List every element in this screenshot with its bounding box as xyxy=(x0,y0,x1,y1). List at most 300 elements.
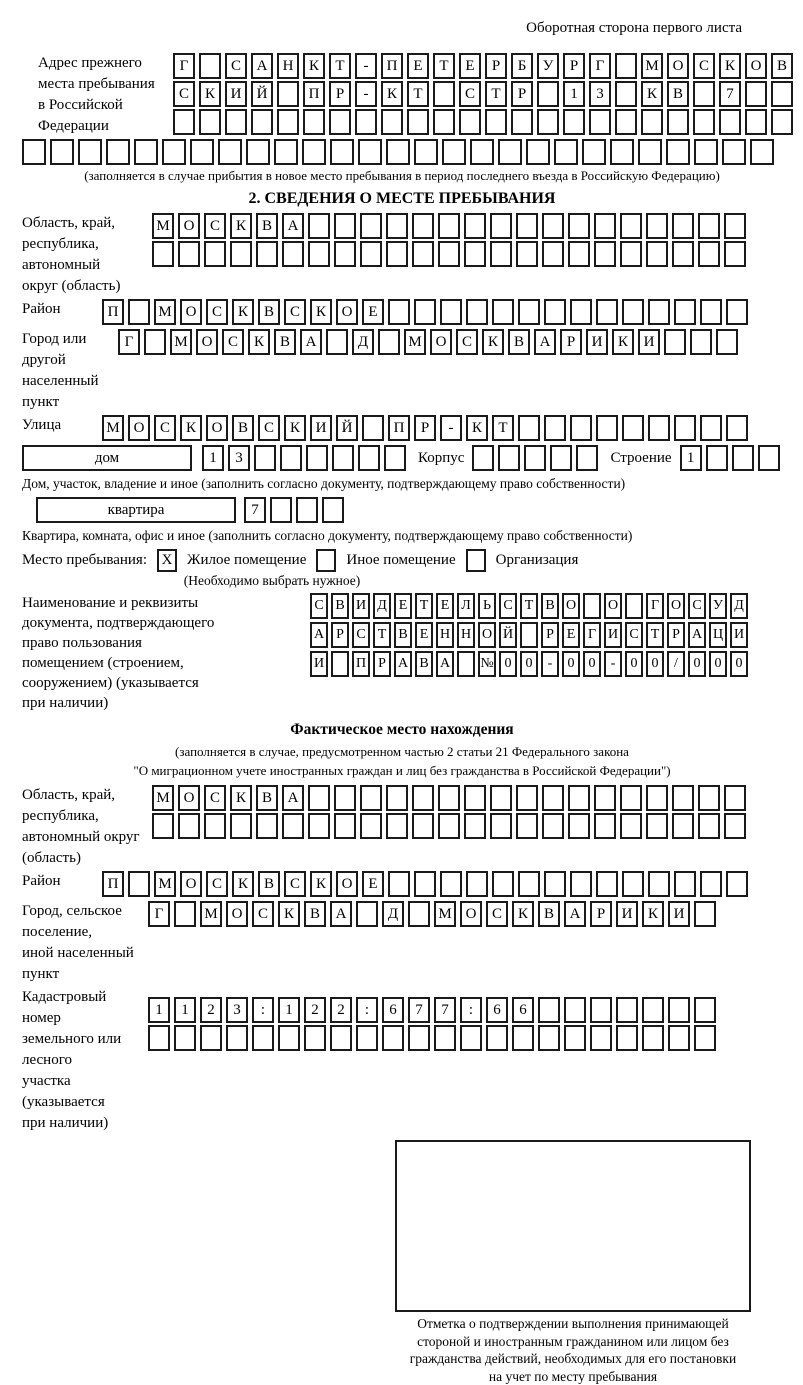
char-row-region-actual-1 xyxy=(152,785,750,811)
char-box xyxy=(440,299,462,325)
label-line: места пребывания xyxy=(22,74,173,95)
char-box: П xyxy=(303,81,325,107)
char-box: И xyxy=(604,622,622,648)
char-box: Р xyxy=(414,415,436,441)
char-box xyxy=(706,445,728,471)
char-box: В xyxy=(256,213,278,239)
char-box: О xyxy=(604,593,622,619)
field-district-actual xyxy=(22,871,782,899)
field-street xyxy=(22,415,782,443)
char-box: М xyxy=(200,901,222,927)
char-box xyxy=(148,1025,170,1051)
char-box: П xyxy=(381,53,403,79)
char-row-cadastral-2 xyxy=(148,1025,720,1051)
label-line: право пользования xyxy=(22,633,310,653)
checkbox-other-premises xyxy=(316,549,336,572)
char-box xyxy=(594,241,616,267)
char-box xyxy=(386,813,408,839)
char-box xyxy=(277,109,299,135)
char-box xyxy=(256,813,278,839)
char-box xyxy=(563,109,585,135)
char-box: 3 xyxy=(226,997,248,1023)
char-box: В xyxy=(232,415,254,441)
char-box xyxy=(622,299,644,325)
char-box xyxy=(698,785,720,811)
char-box xyxy=(516,241,538,267)
label-line: Адрес прежнего xyxy=(22,53,173,74)
char-box xyxy=(378,329,400,355)
char-box xyxy=(308,241,330,267)
char-box xyxy=(277,81,299,107)
char-box: В xyxy=(304,901,326,927)
char-box xyxy=(490,813,512,839)
char-box: С xyxy=(222,329,244,355)
char-box: 1 xyxy=(174,997,196,1023)
char-box xyxy=(646,785,668,811)
label-line: округ (область) xyxy=(22,276,152,297)
char-box xyxy=(666,139,690,165)
char-box xyxy=(590,997,612,1023)
field-previous-address xyxy=(22,53,782,137)
char-box: Л xyxy=(457,593,475,619)
stroenie-label: Строение xyxy=(610,445,671,473)
char-box xyxy=(589,109,611,135)
char-row-district xyxy=(102,299,752,325)
char-box xyxy=(538,1025,560,1051)
label-line: (область) xyxy=(22,848,152,869)
actual-location-title: Фактическое место нахождения xyxy=(22,721,782,739)
char-box xyxy=(668,1025,690,1051)
char-box: У xyxy=(709,593,727,619)
char-box: К xyxy=(719,53,741,79)
char-box xyxy=(408,901,430,927)
char-box: О xyxy=(336,871,358,897)
char-box: С xyxy=(499,593,517,619)
char-box: 6 xyxy=(512,997,534,1023)
char-box: О xyxy=(478,622,496,648)
char-box xyxy=(690,329,712,355)
char-box: О xyxy=(196,329,218,355)
char-box xyxy=(256,241,278,267)
page-header-note: Оборотная сторона первого листа xyxy=(22,20,782,37)
char-box xyxy=(668,997,690,1023)
char-box xyxy=(486,1025,508,1051)
char-box: С xyxy=(693,53,715,79)
char-box xyxy=(408,1025,430,1051)
char-box xyxy=(438,241,460,267)
cadastral-label xyxy=(22,987,148,1134)
char-box: С xyxy=(310,593,328,619)
house-label-box: дом xyxy=(22,445,192,471)
label-line: Город, сельское поселение, xyxy=(22,901,148,943)
char-box xyxy=(282,813,304,839)
char-box xyxy=(722,139,746,165)
char-box: Ь xyxy=(478,593,496,619)
document-label xyxy=(22,593,310,713)
char-box xyxy=(278,1025,300,1051)
char-box xyxy=(674,871,696,897)
char-box xyxy=(434,1025,456,1051)
char-box: Й xyxy=(499,622,517,648)
char-box: Е xyxy=(459,53,481,79)
char-box xyxy=(674,299,696,325)
char-box: 2 xyxy=(304,997,326,1023)
char-box xyxy=(646,241,668,267)
apartment-caption: Квартира, комната, офис и иное (заполнить согласно документу, подтверждающему право собственности) xyxy=(22,527,782,544)
char-box: К xyxy=(284,415,306,441)
label-line: Наименование и реквизиты xyxy=(22,593,310,613)
char-box xyxy=(308,785,330,811)
char-row-apartment xyxy=(244,497,348,523)
char-box: И xyxy=(586,329,608,355)
char-box: 0 xyxy=(499,651,517,677)
char-box: С xyxy=(625,622,643,648)
char-box: Г xyxy=(148,901,170,927)
char-box: 0 xyxy=(520,651,538,677)
char-box: 1 xyxy=(148,997,170,1023)
char-box xyxy=(332,445,354,471)
field-settlement-actual xyxy=(22,901,782,985)
char-box xyxy=(199,53,221,79)
region-label xyxy=(22,213,152,297)
char-box: : xyxy=(356,997,378,1023)
label-line: Город или другой xyxy=(22,329,118,371)
char-box xyxy=(694,901,716,927)
char-box xyxy=(440,871,462,897)
char-row-previous-address-3 xyxy=(173,109,797,135)
char-box xyxy=(200,1025,222,1051)
char-box xyxy=(174,1025,196,1051)
char-box xyxy=(230,813,252,839)
char-box xyxy=(308,213,330,239)
char-box xyxy=(331,651,349,677)
char-box: Й xyxy=(251,81,273,107)
char-box: Й xyxy=(336,415,358,441)
char-box xyxy=(358,445,380,471)
char-box: К xyxy=(230,213,252,239)
char-box: Т xyxy=(329,53,351,79)
char-box: К xyxy=(641,81,663,107)
label-line: при наличии) xyxy=(22,1113,148,1134)
char-box xyxy=(518,299,540,325)
char-box xyxy=(382,1025,404,1051)
char-box xyxy=(615,109,637,135)
char-box: С xyxy=(206,871,228,897)
char-box: М xyxy=(102,415,124,441)
label-line: автономный xyxy=(22,255,152,276)
char-box xyxy=(407,109,429,135)
char-box xyxy=(438,813,460,839)
char-box xyxy=(498,445,520,471)
label-line: автономный округ xyxy=(22,827,152,848)
settlement-label xyxy=(22,901,148,985)
char-box: 7 xyxy=(719,81,741,107)
char-box xyxy=(106,139,130,165)
char-box: О xyxy=(667,593,685,619)
char-box xyxy=(596,415,618,441)
char-box xyxy=(542,241,564,267)
char-box: 0 xyxy=(730,651,748,677)
char-box xyxy=(152,241,174,267)
char-box: 0 xyxy=(562,651,580,677)
label-line: Область, край, xyxy=(22,213,152,234)
char-box xyxy=(173,109,195,135)
char-box xyxy=(322,497,344,523)
char-row-region-actual-2 xyxy=(152,813,750,839)
char-box xyxy=(178,813,200,839)
char-box xyxy=(620,785,642,811)
char-box: Н xyxy=(436,622,454,648)
char-box: О xyxy=(178,213,200,239)
label-line: иной населенный пункт xyxy=(22,943,148,985)
district-actual-label: Район xyxy=(22,871,102,899)
char-box xyxy=(524,445,546,471)
char-box xyxy=(78,139,102,165)
char-box xyxy=(648,299,670,325)
char-box: Р xyxy=(563,53,585,79)
char-box: А xyxy=(251,53,273,79)
char-box xyxy=(596,871,618,897)
field-region-actual xyxy=(22,785,782,869)
char-row-street xyxy=(102,415,752,441)
label-line: Область, край, xyxy=(22,785,152,806)
option-label-organization: Организация xyxy=(496,552,579,569)
label-line: помещением (строением, xyxy=(22,653,310,673)
char-box: - xyxy=(355,81,377,107)
char-box xyxy=(492,871,514,897)
char-box: О xyxy=(180,299,202,325)
char-box: В xyxy=(394,622,412,648)
char-box: С xyxy=(352,622,370,648)
char-box: В xyxy=(415,651,433,677)
char-box xyxy=(270,497,292,523)
char-box: У xyxy=(537,53,559,79)
char-box: Р xyxy=(329,81,351,107)
char-box: В xyxy=(256,785,278,811)
char-box: С xyxy=(459,81,481,107)
char-box: Е xyxy=(407,53,429,79)
char-box xyxy=(490,213,512,239)
field-cadastral xyxy=(22,987,782,1134)
char-box xyxy=(152,813,174,839)
label-line: населенный пункт xyxy=(22,371,118,413)
char-box: 1 xyxy=(680,445,702,471)
char-box: С xyxy=(284,871,306,897)
char-box xyxy=(732,445,754,471)
char-box: А xyxy=(330,901,352,927)
char-box: К xyxy=(310,299,332,325)
char-box xyxy=(594,785,616,811)
char-box: К xyxy=(612,329,634,355)
char-box xyxy=(326,329,348,355)
char-box: И xyxy=(310,651,328,677)
char-box: А xyxy=(688,622,706,648)
char-box xyxy=(512,1025,534,1051)
label-line: республика, xyxy=(22,806,152,827)
char-box xyxy=(362,415,384,441)
char-box xyxy=(388,299,410,325)
char-box: К xyxy=(230,785,252,811)
char-box xyxy=(50,139,74,165)
char-box xyxy=(538,997,560,1023)
char-box xyxy=(672,785,694,811)
char-row-house xyxy=(202,445,410,471)
char-box xyxy=(360,813,382,839)
char-box: Р xyxy=(560,329,582,355)
char-box xyxy=(610,139,634,165)
char-box xyxy=(771,109,793,135)
char-box xyxy=(190,139,214,165)
char-box xyxy=(329,109,351,135)
char-box: О xyxy=(336,299,358,325)
city-label xyxy=(22,329,118,413)
char-box: Р xyxy=(485,53,507,79)
char-box: К xyxy=(310,871,332,897)
char-box xyxy=(358,139,382,165)
char-box xyxy=(716,329,738,355)
char-row-document-2 xyxy=(310,622,751,648)
char-box xyxy=(303,109,325,135)
option-label-other-premises: Иное помещение xyxy=(346,552,455,569)
char-box xyxy=(641,109,663,135)
char-box xyxy=(459,109,481,135)
char-box: М xyxy=(152,213,174,239)
char-row-cadastral-1 xyxy=(148,997,720,1023)
char-box: К xyxy=(248,329,270,355)
char-box: : xyxy=(252,997,274,1023)
char-box xyxy=(302,139,326,165)
char-box xyxy=(745,81,767,107)
char-box xyxy=(470,139,494,165)
char-box xyxy=(582,139,606,165)
char-box xyxy=(355,109,377,135)
char-box: О xyxy=(178,785,200,811)
char-box xyxy=(518,415,540,441)
char-box: Е xyxy=(415,622,433,648)
char-box: И xyxy=(730,622,748,648)
char-box: Г xyxy=(583,622,601,648)
char-box: О xyxy=(745,53,767,79)
label-line: Кадастровый номер xyxy=(22,987,148,1029)
char-box: К xyxy=(466,415,488,441)
char-box xyxy=(568,785,590,811)
char-box: В xyxy=(538,901,560,927)
char-box xyxy=(472,445,494,471)
char-box xyxy=(594,813,616,839)
char-box xyxy=(492,299,514,325)
char-box xyxy=(698,241,720,267)
char-box: О xyxy=(562,593,580,619)
char-box: П xyxy=(352,651,370,677)
char-box: - xyxy=(355,53,377,79)
char-row-settlement xyxy=(148,901,720,983)
char-box: И xyxy=(352,593,370,619)
char-box xyxy=(638,139,662,165)
char-box xyxy=(128,299,150,325)
char-box: Т xyxy=(492,415,514,441)
char-box: Т xyxy=(520,593,538,619)
char-box xyxy=(174,901,196,927)
char-box: Р xyxy=(331,622,349,648)
char-box xyxy=(334,785,356,811)
char-box: А xyxy=(394,651,412,677)
char-box: 2 xyxy=(200,997,222,1023)
char-box: Г xyxy=(173,53,195,79)
char-box: - xyxy=(604,651,622,677)
char-box xyxy=(360,785,382,811)
field-district xyxy=(22,299,782,327)
char-box: Т xyxy=(373,622,391,648)
char-box: Г xyxy=(589,53,611,79)
char-box xyxy=(498,139,522,165)
char-box xyxy=(306,445,328,471)
char-box xyxy=(464,241,486,267)
char-box: Г xyxy=(118,329,140,355)
char-box: К xyxy=(381,81,403,107)
char-box: А xyxy=(436,651,454,677)
char-box xyxy=(615,81,637,107)
char-box xyxy=(758,445,780,471)
char-box xyxy=(516,813,538,839)
char-box xyxy=(433,109,455,135)
char-box xyxy=(334,813,356,839)
label-line: сооружением) (указывается xyxy=(22,673,310,693)
char-box xyxy=(622,871,644,897)
char-box: Д xyxy=(382,901,404,927)
char-box xyxy=(564,1025,586,1051)
char-box: О xyxy=(460,901,482,927)
char-box xyxy=(414,299,436,325)
char-box: А xyxy=(310,622,328,648)
char-box xyxy=(568,241,590,267)
char-box: О xyxy=(430,329,452,355)
char-box xyxy=(490,241,512,267)
char-row-region-1 xyxy=(152,213,750,239)
char-box: Е xyxy=(362,299,384,325)
char-box xyxy=(384,445,406,471)
place-type-label: Место пребывания: xyxy=(22,552,147,569)
char-box xyxy=(620,813,642,839)
char-box: Т xyxy=(433,53,455,79)
char-box: Р xyxy=(511,81,533,107)
char-box xyxy=(386,241,408,267)
char-box xyxy=(615,53,637,79)
char-box: В xyxy=(541,593,559,619)
label-line: при наличии) xyxy=(22,693,310,713)
char-box xyxy=(162,139,186,165)
char-box: Н xyxy=(277,53,299,79)
char-box xyxy=(386,213,408,239)
char-box xyxy=(667,109,689,135)
char-box xyxy=(724,813,746,839)
char-box: 0 xyxy=(646,651,664,677)
char-box xyxy=(694,139,718,165)
char-box xyxy=(550,445,572,471)
char-box xyxy=(554,139,578,165)
char-box: С xyxy=(688,593,706,619)
char-row-previous-address-4 xyxy=(22,139,782,165)
char-row-korpus xyxy=(472,445,602,471)
char-box xyxy=(576,445,598,471)
char-box: И xyxy=(616,901,638,927)
char-box xyxy=(664,329,686,355)
char-box: Т xyxy=(415,593,433,619)
apartment-row xyxy=(22,497,782,525)
char-box xyxy=(246,139,270,165)
char-box: В xyxy=(667,81,689,107)
char-box: С xyxy=(173,81,195,107)
char-box xyxy=(642,997,664,1023)
